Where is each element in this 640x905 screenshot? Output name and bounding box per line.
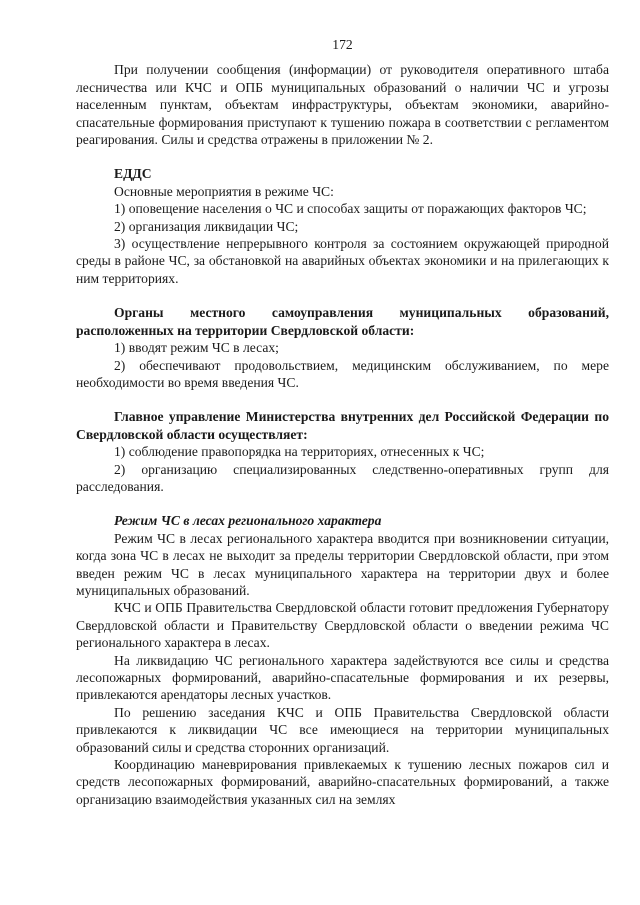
section-gap: [76, 495, 609, 512]
edds-heading: ЕДДС: [114, 166, 152, 182]
regional-heading: Режим ЧС в лесах регионального характера: [114, 513, 382, 529]
edds-lead: Основные мероприятия в режиме ЧС:: [114, 183, 334, 199]
regional-paragraph-4: По решению заседания КЧС и ОПБ Правительства Свердловской области привлекаются к ликвидации ЧС все имеющиеся на территории муниципальных образований силы и средства сторонних организаций.: [76, 704, 609, 755]
edds-item-3: 3) осуществление непрерывного контроля за состоянием окружающей природной среды в районе ЧС, за обстановкой на аварийных объектах экономики и на прилегающих к ним территориях.: [76, 236, 609, 286]
regional-paragraph-2: КЧС и ОПБ Правительства Свердловской области готовит предложения Губернатору Свердловской области и Правительству Свердловской области о введении режима ЧС регионального характера в лесах.: [76, 600, 609, 651]
edds-item-1: 1) оповещение населения о ЧС и способах защиты от поражающих факторов ЧС;: [114, 201, 587, 217]
section-gap: [76, 391, 609, 408]
mvd-item-1: 1) соблюдение правопорядка на территориях, отнесенных к ЧС;: [114, 444, 485, 460]
edds-item-2: 2) организация ликвидации ЧС;: [114, 218, 299, 234]
local-gov-item-1: 1) вводят режим ЧС в лесах;: [114, 340, 279, 356]
regional-paragraph-3: На ликвидацию ЧС регионального характера задействуются все силы и средства лесопожарных формирований, аварийно-спасательные формирования и их резервы, привлекаются арендаторы лесных участков.: [76, 652, 609, 703]
intro-paragraph: При получении сообщения (информации) от руководителя оперативного штаба лесничества или КЧС и ОПБ муниципальных образований о наличии ЧС и угрозы населенным пунктам, объектам инфраструктуры, объектам экономики, аварийно-спасательные формирования приступают к тушению пожара в соответствии с регламентом реагирования. Силы и средства отражены в приложении № 2.: [76, 62, 609, 148]
mvd-heading: Главное управление Министерства внутренних дел Российской Федерации по Свердловской области осуществляет:: [76, 409, 609, 442]
section-gap: [76, 148, 609, 165]
regional-paragraph-1: Режим ЧС в лесах регионального характера вводится при возникновении ситуации, когда зона ЧС в лесах не выходит за пределы территории Свердловской области, при этом введен режим ЧС в лесах муниципального характера на территории двух и более муниципальных образований.: [76, 530, 609, 598]
document-page: [76, 36, 609, 808]
section-gap: [76, 287, 609, 304]
regional-paragraph-5: Координацию маневрирования привлекаемых к тушению лесных пожаров сил и средств лесопожарных формирований, аварийно-спасательных формирований, а также организацию взаимодействия указанных сил на землях: [76, 757, 609, 807]
page-number: 172: [332, 37, 353, 52]
mvd-item-2: 2) организацию специализированных следственно-оперативных групп для расследования.: [76, 461, 609, 494]
local-gov-heading: Органы местного самоуправления муниципальных образований, расположенных на территории Свердловской области:: [76, 305, 609, 338]
local-gov-item-2: 2) обеспечивают продовольствием, медицинским обслуживанием, по мере необходимости во время введения ЧС.: [76, 357, 609, 390]
